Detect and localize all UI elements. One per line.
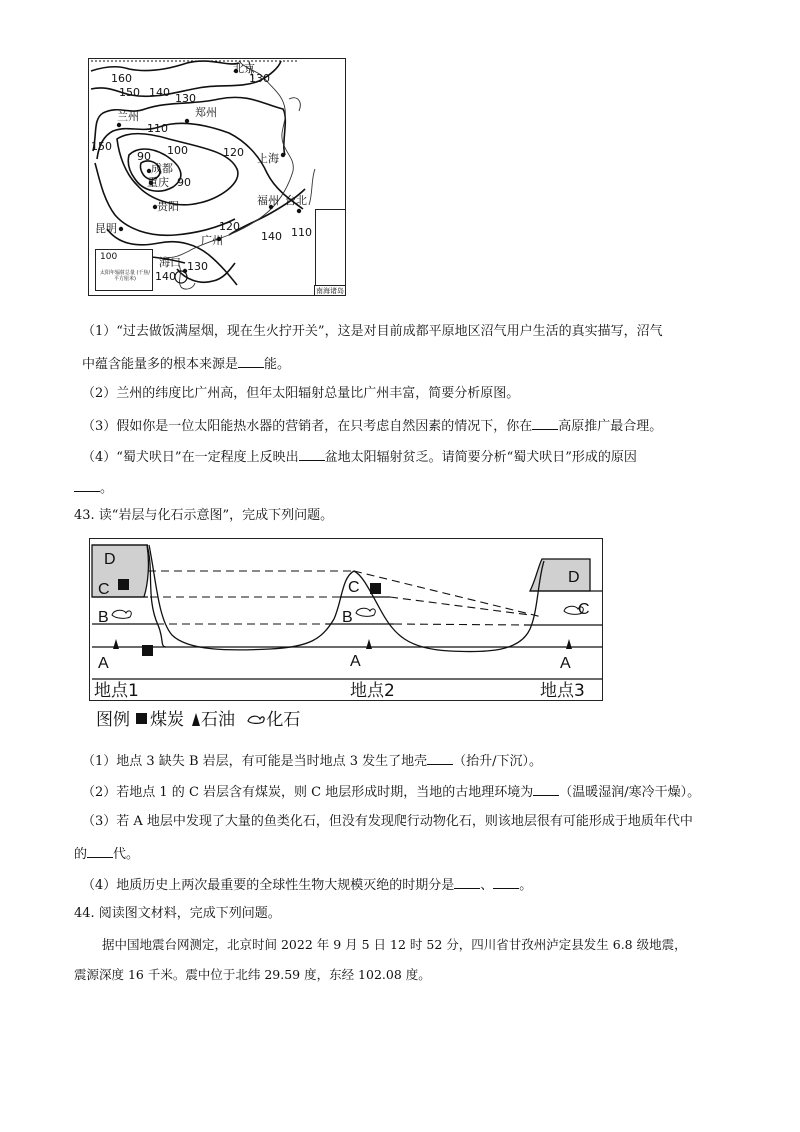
isoline-label: 120	[223, 146, 244, 159]
legend-fossil: 化石	[266, 710, 301, 730]
q42-item4-line2	[74, 479, 113, 497]
answer-blank[interactable]	[299, 448, 325, 461]
answer-blank[interactable]	[427, 752, 453, 765]
q43-item3-line1: （3）若 A 地层中发现了大量的鱼类化石，但没有发现爬行动物化石，则该地层很有可能形成于地质年代中	[82, 814, 693, 829]
coal-icon	[136, 713, 147, 724]
isoline-label: 140	[149, 86, 170, 99]
isoline-label: 130	[249, 72, 270, 85]
isoline-label: 110	[291, 226, 312, 239]
oil-icon	[192, 713, 200, 726]
south-china-sea-inset	[315, 209, 346, 296]
isoline-label: 90	[137, 150, 151, 163]
layer-a-site3: A	[560, 655, 571, 672]
q42-item1-line2	[82, 355, 290, 373]
solar-radiation-map	[88, 58, 346, 296]
answer-blank[interactable]	[87, 845, 113, 858]
city-guangzhou: 广州	[201, 234, 223, 247]
layer-b-site1: B	[98, 609, 109, 626]
q43-item4	[82, 876, 532, 894]
isoline-label: 140	[261, 230, 282, 243]
q43-title: 43. 读“岩层与化石示意图”，完成下列问题。	[74, 508, 334, 523]
answer-blank[interactable]	[533, 783, 559, 796]
legend-title: 图例	[96, 710, 130, 730]
isoline-label: 110	[147, 122, 168, 135]
q44-paragraph-line2: 震源深度 16 千米。震中位于北纬 29.59 度，东经 102.08 度。	[74, 967, 431, 982]
q43-item2	[82, 783, 700, 801]
city-kunming: 昆明	[95, 222, 117, 235]
rock-legend	[96, 709, 300, 731]
q43-item2-text: （2）若地点 1 的 C 岩层含有煤炭，则 C 地层形成时期，当地的古地理环境为	[82, 785, 534, 800]
city-chongqing: 重庆	[147, 176, 169, 189]
isoline-label: 130	[175, 92, 196, 105]
layer-d-site3: D	[568, 569, 580, 586]
answer-blank[interactable]	[532, 417, 558, 430]
map-legend	[95, 249, 153, 291]
city-guiyang: 贵阳	[157, 200, 179, 213]
q43-item4-text: （4）地质历史上两次最重要的全球性生物大规模灭绝的时期分是	[82, 878, 455, 893]
layer-b-site2: B	[342, 609, 353, 626]
q42-item4	[82, 448, 637, 466]
q43-item3-text: 的	[74, 847, 88, 862]
city-beijing: 北京	[233, 62, 255, 75]
site-1-label: 地点1	[94, 681, 139, 701]
answer-blank[interactable]	[74, 479, 100, 492]
isoline-label: 120	[219, 220, 240, 233]
q43-item3-tail: 代。	[113, 847, 140, 862]
isoline-label: 100	[167, 144, 188, 157]
q42-item3-text: （3）假如你是一位太阳能热水器的营销者，在只考虑自然因素的情况下，你在	[82, 419, 533, 434]
city-zhengzhou: 郑州	[195, 106, 217, 119]
answer-blank[interactable]	[238, 355, 264, 368]
q42-item4-text: （4）“蜀犬吠日”在一定程度上反映出	[82, 450, 299, 465]
legend-coal: 煤炭	[150, 710, 184, 730]
q43-item4-tail: 。	[519, 878, 533, 893]
inset-caption: 南海诸岛	[316, 287, 344, 295]
legend-oil: 石油	[201, 710, 235, 730]
q44-paragraph-line1: 据中国地震台网测定，北京时间 2022 年 9 月 5 日 12 时 52 分，四川省甘孜州泸定县发生 6.8 级地震，	[102, 937, 687, 952]
q44-title: 44. 阅读图文材料，完成下列问题。	[74, 906, 281, 921]
layer-c-site3: C	[578, 601, 590, 618]
rock-layer-diagram	[89, 538, 603, 701]
city-shanghai: 上海	[257, 152, 279, 165]
layer-d-site1: D	[104, 551, 116, 568]
q43-item1	[82, 752, 542, 770]
q43-item1-tail: （抬升/下沉）。	[453, 754, 543, 769]
isoline-label: 150	[91, 140, 112, 153]
layer-a-site1: A	[98, 655, 109, 672]
q42-item2: （2）兰州的纬度比广州高，但年太阳辐射总量比广州丰富，简要分析原图。	[82, 386, 520, 401]
layer-c-site2: C	[348, 579, 360, 596]
legend-text: 太阳年辐射总量 (千焦/平方厘米)	[99, 270, 151, 282]
city-fuzhou: 福州	[257, 194, 279, 207]
q42-item1-line1: （1）“过去做饭满屋烟，现在生火拧开关”，这是对目前成都平原地区沼气用户生活的真实描写，沼气	[82, 324, 663, 339]
isoline-label: 150	[119, 86, 140, 99]
answer-blank[interactable]	[454, 876, 480, 889]
layer-a-site2: A	[350, 653, 361, 670]
city-lanzhou: 兰州	[117, 110, 139, 123]
site-3-label: 地点3	[540, 681, 585, 701]
q42-item1-tail: 能。	[264, 357, 291, 372]
q43-item4-sep: 、	[480, 878, 494, 893]
q43-item1-text: （1）地点 3 缺失 B 岩层，有可能是当时地点 3 发生了地壳	[82, 754, 428, 769]
q42-item4-tail: 。	[100, 481, 114, 496]
q42-item3-tail: 高原推广最合理。	[558, 419, 663, 434]
q42-item4-mid: 盆地太阳辐射贫乏。请简要分析“蜀犬吠日”形成的原因	[324, 450, 637, 465]
legend-value: 100	[100, 252, 118, 262]
q42-item3	[82, 417, 662, 435]
isoline-label: 130	[187, 260, 208, 273]
site-2-label: 地点2	[350, 681, 395, 701]
q43-item3-line2	[74, 845, 139, 863]
answer-blank[interactable]	[493, 876, 519, 889]
isoline-label: 140	[155, 270, 176, 283]
isoline-label: 90	[177, 176, 191, 189]
isoline-label: 160	[111, 72, 132, 85]
layer-c-site1: C	[98, 581, 110, 598]
q43-item2-tail: （温暖湿润/寒冷干燥）。	[559, 785, 701, 800]
city-taibei: 台北	[285, 194, 307, 207]
city-haikou: 海口	[159, 256, 181, 269]
city-chengdu: 成都	[151, 162, 173, 175]
fossil-icon	[246, 713, 266, 725]
q42-item1-text: 中蕴含能量多的根本来源是	[82, 357, 239, 372]
